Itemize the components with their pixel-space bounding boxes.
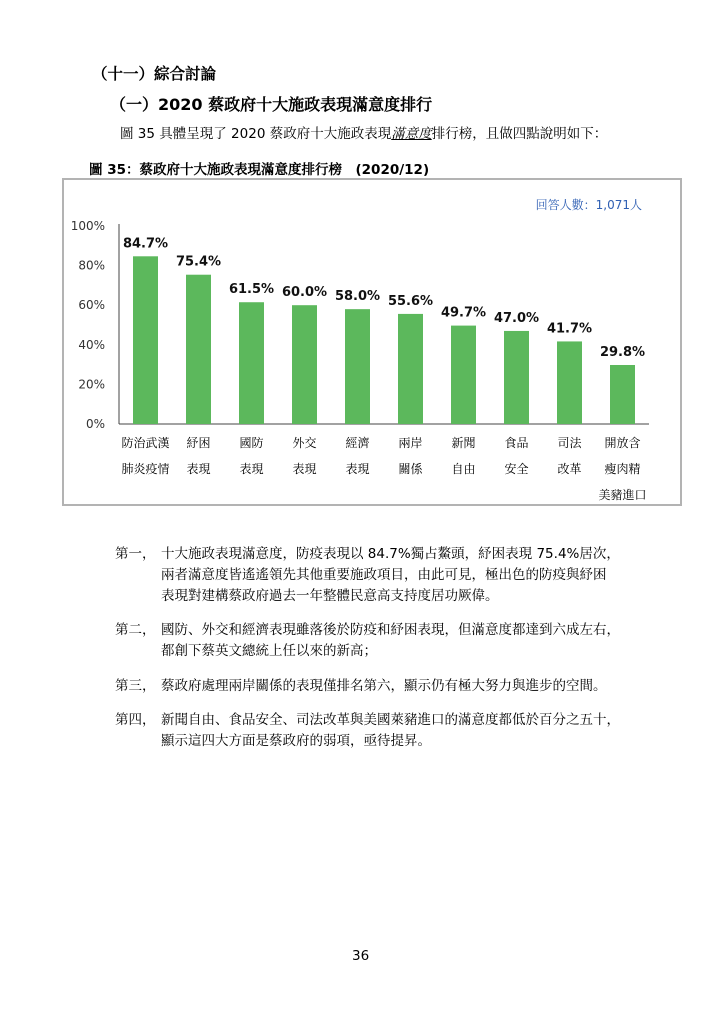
bar-value-label: 58.0%: [334, 289, 381, 305]
paragraph-label: 第一，: [115, 546, 156, 562]
bar: [557, 341, 582, 424]
y-tick-label: 60%: [78, 298, 105, 313]
category-label: 表現: [345, 462, 370, 476]
sub-heading: （一）2020 蔡政府十大施政表現滿意度排行: [110, 95, 433, 114]
bar: [504, 331, 529, 424]
category-label: 表現: [239, 462, 264, 476]
intro-paragraph: [120, 122, 607, 142]
category-label: 新聞: [451, 436, 476, 450]
bar-value-label: 41.7%: [546, 321, 593, 337]
bar-value-label: 75.4%: [175, 254, 222, 270]
paragraph-line: 都創下蔡英文總統上任以來的新高；: [161, 643, 377, 659]
bar: [451, 326, 476, 424]
figure-caption: 圖 35：蔡政府十大施政表現滿意度排行榜 (2020/12): [89, 162, 430, 178]
y-tick-label: 80%: [78, 258, 105, 273]
bar: [239, 302, 264, 424]
discussion-paragraph: [115, 676, 645, 697]
category-label: 國防: [239, 436, 264, 450]
bar: [292, 305, 317, 424]
bar: [133, 256, 158, 424]
intro-text-before: 圖 35 具體呈現了 2020 蔡政府十大施政表現: [120, 126, 392, 142]
paragraph-line: 蔡政府處理兩岸關係的表現僅排名第六，顯示仍有極大努力與進步的空間。: [161, 678, 607, 694]
paragraph-line: 十大施政表現滿意度，防疫表現以 84.7%獨占鰲頭，紓困表現 75.4%居次，: [161, 546, 620, 562]
y-tick-label: 20%: [78, 377, 105, 392]
paragraph-label: 第四，: [115, 712, 156, 728]
bar: [345, 309, 370, 424]
bar: [398, 314, 423, 424]
category-label: 防治武漢: [121, 436, 170, 450]
bar-value-label: 84.7%: [122, 236, 169, 252]
y-tick-label: 40%: [78, 337, 105, 352]
bar-chart: [64, 180, 680, 504]
section-heading: （十一）綜合討論: [92, 65, 217, 83]
category-label: 經濟: [345, 436, 370, 450]
bar-value-label: 29.8%: [599, 344, 646, 360]
intro-text-after: 排行榜，且做四點說明如下：: [431, 126, 608, 142]
paragraph-label: 第三，: [115, 678, 156, 694]
category-label: 自由: [451, 462, 476, 476]
y-tick-label: 0%: [85, 417, 105, 431]
paragraph-line: 兩者滿意度皆遙遙領先其他重要施政項目，由此可見，極出色的防疫與紓困: [161, 567, 607, 583]
bar: [186, 275, 211, 424]
category-label: 表現: [186, 462, 211, 476]
category-label: 開放含: [604, 436, 641, 450]
bar-value-label: 55.6%: [387, 293, 434, 309]
category-label: 食品: [504, 436, 529, 450]
discussion-paragraph: [115, 710, 645, 752]
category-label: 兩岸: [398, 436, 423, 450]
category-label: 肺炎疫情: [121, 462, 170, 476]
paragraph-line: 國防、外交和經濟表現雖落後於防疫和紓困表現，但滿意度都達到六成左右，: [161, 622, 620, 638]
category-label: 安全: [504, 462, 529, 476]
paragraph-label: 第二，: [115, 622, 156, 638]
category-label: 美豬進口: [598, 488, 647, 502]
page-number: 36: [352, 948, 370, 964]
category-label: 紓困: [186, 436, 211, 450]
bar: [610, 365, 635, 424]
bar-value-label: 47.0%: [493, 310, 540, 326]
bar-value-label: 61.5%: [228, 282, 275, 298]
bar-value-label: 49.7%: [440, 305, 487, 321]
respondents-note: 回答人數：1,071人: [535, 198, 642, 212]
bar-value-label: 60.0%: [281, 285, 328, 301]
category-label: 司法: [557, 436, 582, 450]
discussion-paragraph: [115, 620, 645, 662]
chart-frame: [62, 178, 682, 506]
category-label: 瘦肉精: [604, 462, 641, 476]
category-label: 表現: [292, 462, 317, 476]
category-label: 關係: [398, 462, 423, 476]
discussion-paragraph: [115, 544, 645, 607]
paragraph-line: 表現對建構蔡政府過去一年整體民意高支持度居功厥偉。: [161, 588, 499, 604]
paragraph-line: 顯示這四大方面是蔡政府的弱項，亟待提昇。: [161, 733, 431, 749]
y-tick-label: 100%: [70, 219, 105, 233]
category-label: 外交: [292, 436, 317, 450]
paragraph-line: 新聞自由、食品安全、司法改革與美國萊豬進口的滿意度都低於百分之五十，: [161, 712, 620, 728]
category-label: 改革: [557, 462, 582, 476]
intro-underlined-term: 滿意度: [391, 126, 432, 142]
